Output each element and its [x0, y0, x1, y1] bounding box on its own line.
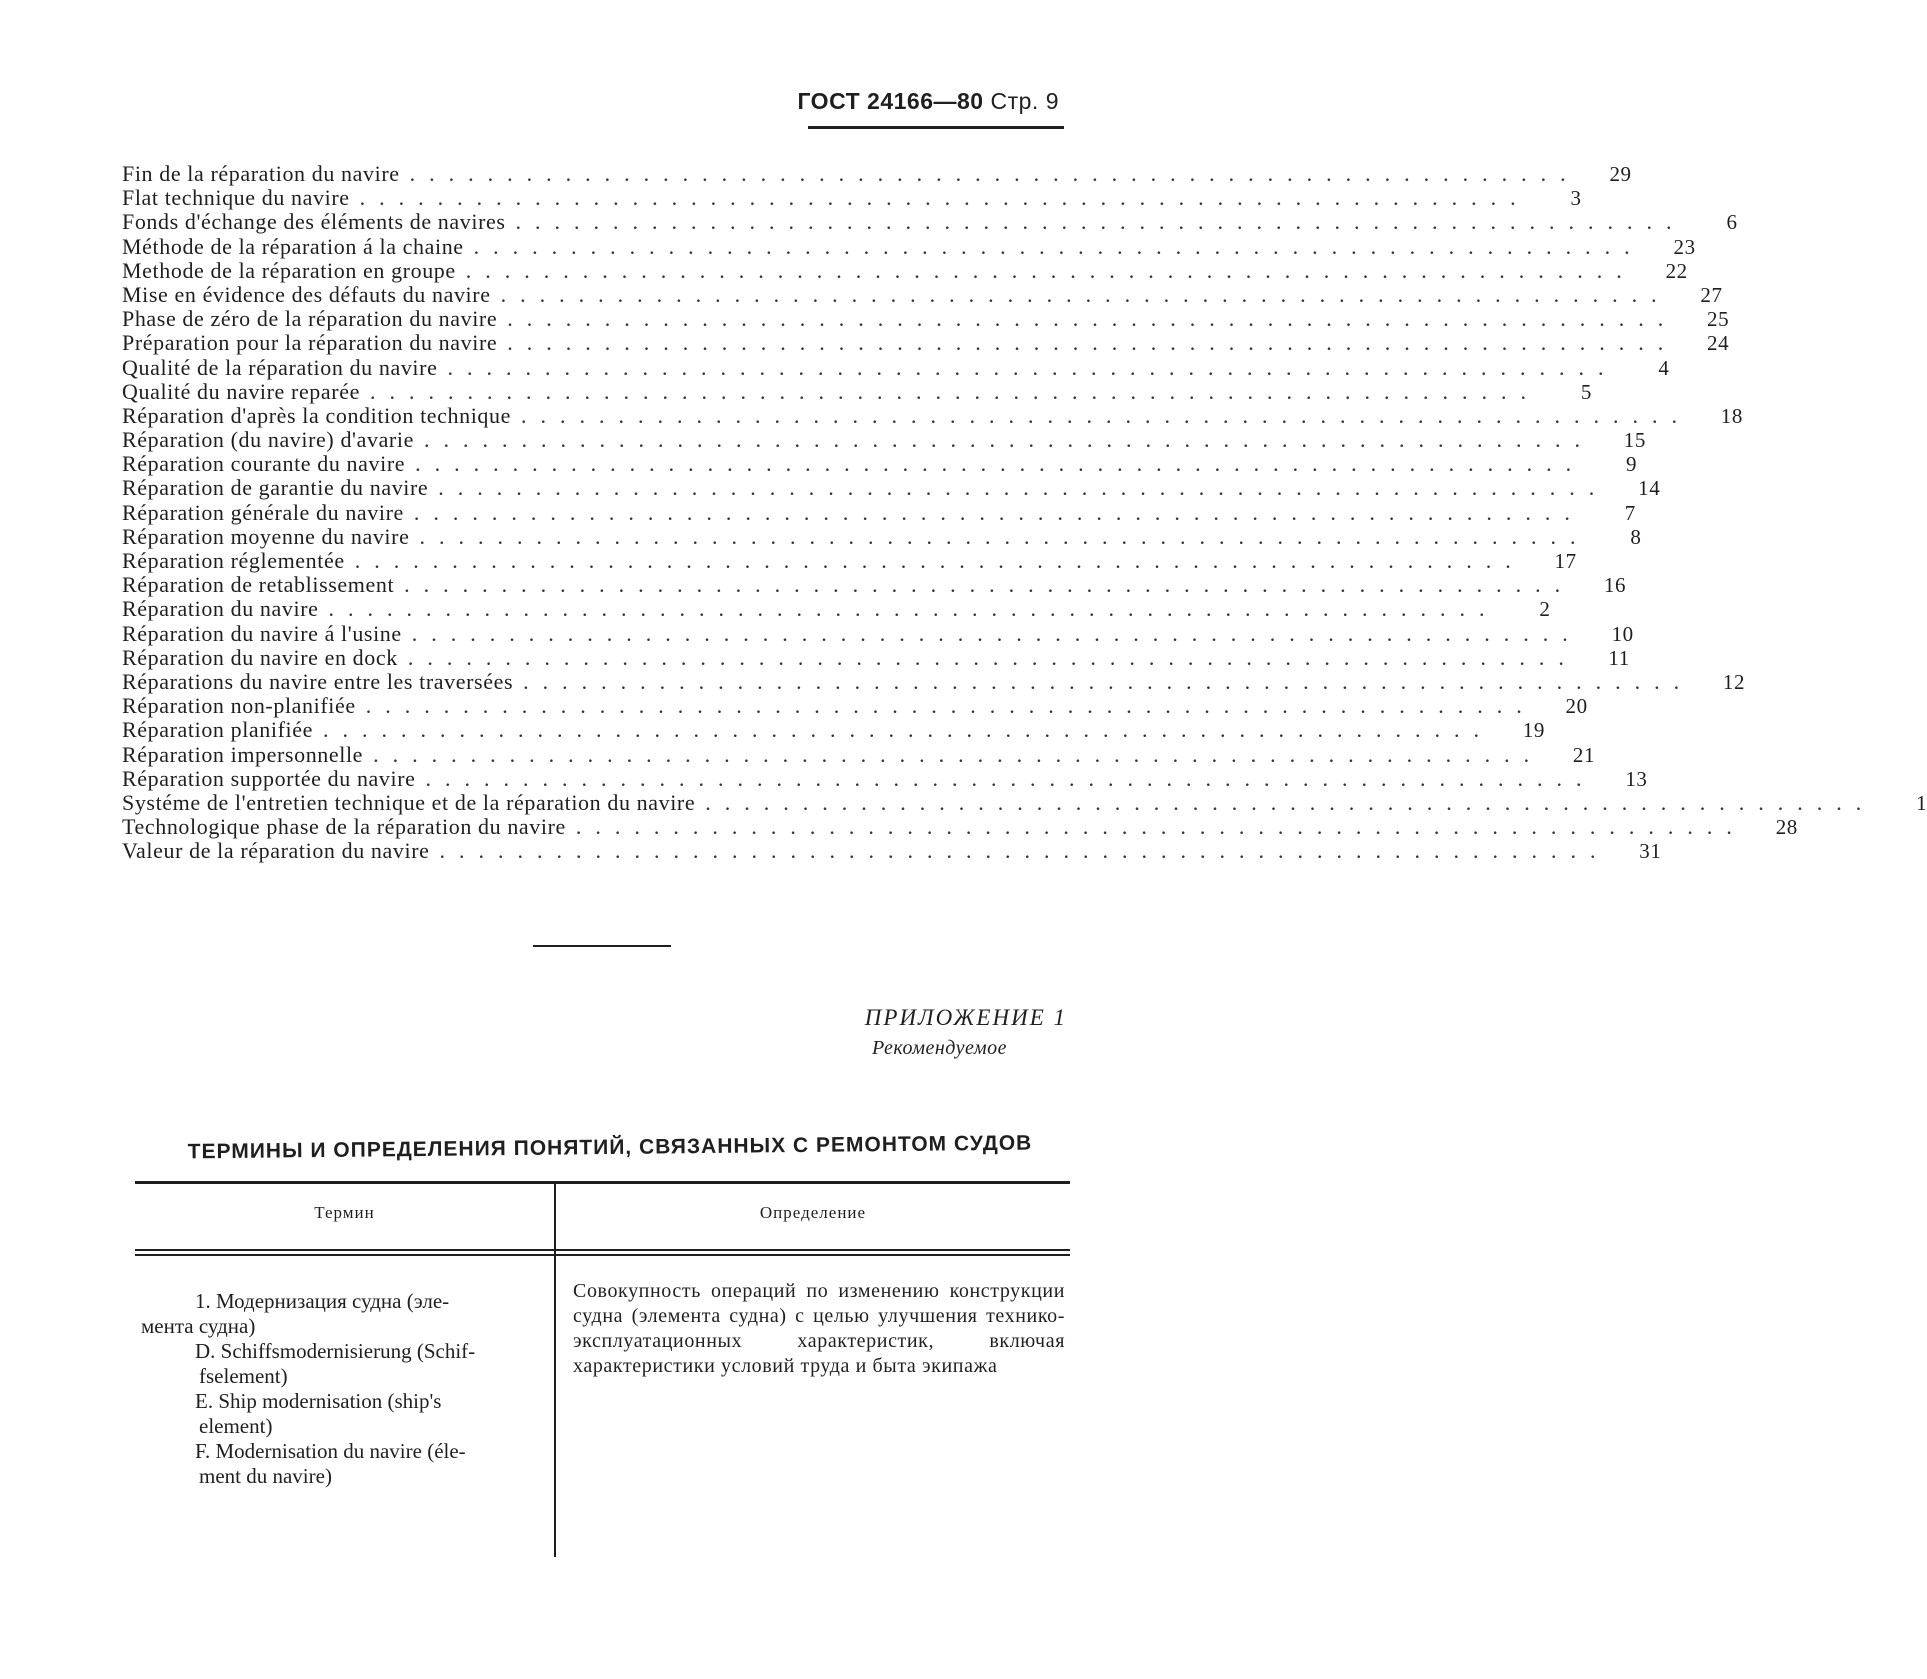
index-row — [122, 789, 1927, 815]
index-leader-dots: ............................................................ — [507, 330, 1678, 356]
index-term: Réparation de garantie du navire — [122, 475, 429, 501]
index-row — [122, 330, 1730, 356]
index-term: Préparation pour la réparation du navire — [122, 330, 498, 356]
index-number: 1 — [1916, 790, 1927, 815]
index-leader-dots: ............................................................ — [575, 814, 1746, 840]
index-term: Réparation (du navire) d'avarie — [122, 427, 414, 453]
index-row — [122, 233, 1696, 259]
index-term: Fin de la réparation du navire — [122, 161, 400, 186]
index-term: Réparation moyenne du navire — [122, 523, 410, 549]
index-number: 14 — [1638, 476, 1661, 501]
index-leader-dots: ............................................................ — [407, 644, 1578, 670]
index-leader-dots: ............................................................ — [423, 427, 1594, 453]
index-row — [122, 717, 1545, 743]
index-leader-dots: ............................................................ — [473, 233, 1644, 259]
index-leader-dots: ............................................................ — [409, 161, 1580, 186]
index-leader-dots: ............................................................ — [373, 741, 1544, 767]
index-row — [122, 161, 1632, 186]
index-leader-dots: ............................................................ — [419, 523, 1590, 549]
index-term: Qualité du navire reparée — [122, 378, 360, 404]
index-leader-dots: ............................................................ — [354, 548, 1525, 573]
index-leader-dots: ............................................................ — [369, 378, 1540, 404]
index-term: Qualité de la réparation du navire — [122, 354, 438, 380]
index-number: 19 — [1522, 718, 1545, 743]
table-header-rule — [135, 1254, 1070, 1256]
index-row — [122, 475, 1661, 501]
index-row — [122, 548, 1577, 573]
section-divider — [533, 945, 671, 947]
index-term: Méthode de la réparation á la chaine — [122, 233, 464, 259]
index-row — [122, 693, 1588, 719]
column-header-definition: Определение — [759, 1203, 867, 1222]
index-row — [122, 281, 1723, 307]
term-line: 1. Модернизация судна (эле- — [195, 1289, 450, 1313]
index-term: Réparation planifiée — [122, 717, 313, 743]
index-row — [122, 185, 1582, 211]
page-number: Стр. 9 — [990, 88, 1059, 114]
term-line: D. Schiffsmodernisierung (Schif- — [195, 1339, 476, 1363]
index-leader-dots: ............................................................ — [411, 620, 1582, 646]
index-term: Réparation réglementée — [122, 548, 345, 573]
index-number: 15 — [1623, 428, 1646, 453]
index-term: Réparation du navire — [122, 596, 319, 622]
index-term: Fonds d'échange des éléments de navires — [122, 209, 506, 235]
index-row — [122, 741, 1596, 767]
index-number: 24 — [1707, 331, 1730, 356]
index-term: Réparation d'après la condition technique — [122, 402, 511, 428]
index-term: Réparation du navire en dock — [122, 644, 398, 670]
index-number: 6 — [1726, 210, 1738, 235]
index-leader-dots: ............................................................ — [523, 668, 1694, 694]
index-leader-dots: ............................................................ — [705, 789, 1876, 815]
index-term: Mise en évidence des défauts du navire — [122, 281, 491, 307]
index-leader-dots: ............................................................ — [507, 306, 1678, 332]
index-number: 10 — [1611, 621, 1634, 646]
index-leader-dots: ............................................................ — [439, 838, 1610, 864]
index-leader-dots: ............................................................ — [465, 257, 1636, 283]
index-number: 27 — [1700, 282, 1723, 307]
index-number: 20 — [1565, 694, 1588, 719]
index-number: 13 — [1625, 766, 1648, 791]
index-row — [122, 378, 1592, 404]
index-leader-dots: ............................................................ — [359, 185, 1530, 211]
index-number: 28 — [1775, 815, 1798, 840]
index-row — [122, 765, 1648, 791]
index-number: 2 — [1539, 597, 1551, 622]
index-leader-dots: ............................................................ — [500, 281, 1671, 307]
index-row — [122, 838, 1662, 864]
index-row — [122, 402, 1743, 428]
term-line: F. Modernisation du navire (éle- — [195, 1439, 466, 1463]
index-row — [122, 499, 1636, 525]
index-leader-dots: ............................................................ — [322, 717, 1493, 743]
term-line: element) — [199, 1414, 273, 1438]
term-line: E. Ship modernisation (ship's — [195, 1389, 442, 1413]
index-number: 25 — [1707, 307, 1730, 332]
term-line: мента судна) — [141, 1314, 256, 1338]
index-term: Réparation non-planifiée — [122, 693, 356, 719]
index-leader-dots: ............................................................ — [328, 596, 1499, 622]
index-number: 18 — [1720, 403, 1743, 428]
index-row — [122, 644, 1630, 670]
index-term: Réparation courante du navire — [122, 451, 406, 477]
index-term: Valeur de la réparation du navire — [122, 838, 430, 864]
index-term: Réparation du navire á l'usine — [122, 620, 402, 646]
index-leader-dots: ............................................................ — [447, 354, 1618, 380]
index-term: Réparation de retablissement — [122, 572, 395, 598]
column-header-term: Термин — [314, 1203, 375, 1222]
index-number: 11 — [1608, 645, 1630, 670]
index-term: Flat technique du navire — [122, 185, 350, 211]
index-term: Réparation impersonnelle — [122, 741, 364, 767]
index-number: 29 — [1609, 162, 1632, 186]
index-number: 21 — [1572, 742, 1596, 767]
page-header — [797, 88, 1059, 115]
index-number: 22 — [1665, 258, 1688, 283]
index-leader-dots: ............................................................ — [404, 572, 1575, 598]
index-term: Réparations du navire entre les traversées — [122, 668, 514, 694]
index-term: Technologique phase de la réparation du navire — [122, 814, 566, 840]
terms-table — [135, 1181, 1070, 1557]
index-row — [122, 257, 1688, 283]
index-leader-dots: ............................................................ — [365, 693, 1536, 719]
index-row — [122, 814, 1798, 840]
index-term: Réparation supportée du navire — [122, 765, 416, 791]
table-column-divider — [554, 1183, 556, 1557]
index-leader-dots: ............................................................ — [413, 499, 1584, 525]
appendix-subtitle: Рекомендуемое — [871, 1037, 1007, 1059]
index-term: Phase de zéro de la réparation du navire — [122, 306, 498, 332]
index-row — [122, 523, 1642, 549]
header-rule — [808, 126, 1064, 129]
index-number: 16 — [1603, 573, 1627, 598]
index-row — [122, 620, 1634, 646]
index-leader-dots: ............................................................ — [515, 209, 1686, 235]
index-row — [122, 596, 1551, 622]
appendix-label — [865, 1005, 1067, 1060]
term-cell — [141, 1289, 541, 1489]
term-line: fselement) — [199, 1364, 288, 1388]
index-number: 12 — [1722, 669, 1746, 694]
index-term: Methode de la réparation en groupe — [122, 257, 456, 283]
index-leader-dots: ............................................................ — [521, 402, 1691, 428]
standard-number: ГОСТ 24166—80 — [797, 88, 984, 114]
appendix-title: ПРИЛОЖЕНИЕ 1 — [864, 1005, 1067, 1030]
index-leader-dots: ............................................................ — [438, 475, 1609, 501]
index-leader-dots: ............................................................ — [415, 451, 1586, 477]
index-row — [122, 209, 1738, 235]
index-number: 7 — [1624, 500, 1636, 525]
index-number: 8 — [1630, 524, 1642, 549]
term-line: ment du navire) — [199, 1464, 332, 1488]
index-row — [122, 451, 1638, 477]
term-index — [122, 161, 1927, 864]
index-term: Systéme de l'entretien technique et de la réparation du navire — [122, 789, 696, 815]
index-row — [122, 668, 1746, 694]
index-number: 31 — [1639, 839, 1662, 864]
section-title: ТЕРМИНЫ И ОПРЕДЕЛЕНИЯ ПОНЯТИЙ, СВЯЗАННЫХ С РЕМОНТОМ СУДОВ — [187, 1131, 1033, 1164]
table-header-rule — [135, 1249, 1070, 1251]
index-leader-dots: ............................................................ — [425, 765, 1596, 791]
index-number: 5 — [1580, 379, 1592, 404]
definition-cell: Совокупность операций по изменению конструкции судна (элемента судна) с целью улучшения технико-эксплуатационных характеристик, включая характеристики условий труда и быта экипажа — [573, 1280, 1065, 1377]
index-number: 4 — [1658, 355, 1670, 380]
index-row — [122, 572, 1627, 598]
index-term: Réparation générale du navire — [122, 499, 404, 525]
index-row — [122, 354, 1670, 380]
index-number: 17 — [1554, 549, 1577, 573]
table-top-rule — [135, 1181, 1070, 1184]
index-row — [122, 427, 1646, 453]
index-number: 3 — [1570, 186, 1582, 211]
index-row — [122, 306, 1730, 332]
index-number: 9 — [1626, 452, 1638, 477]
index-number: 23 — [1673, 234, 1696, 259]
